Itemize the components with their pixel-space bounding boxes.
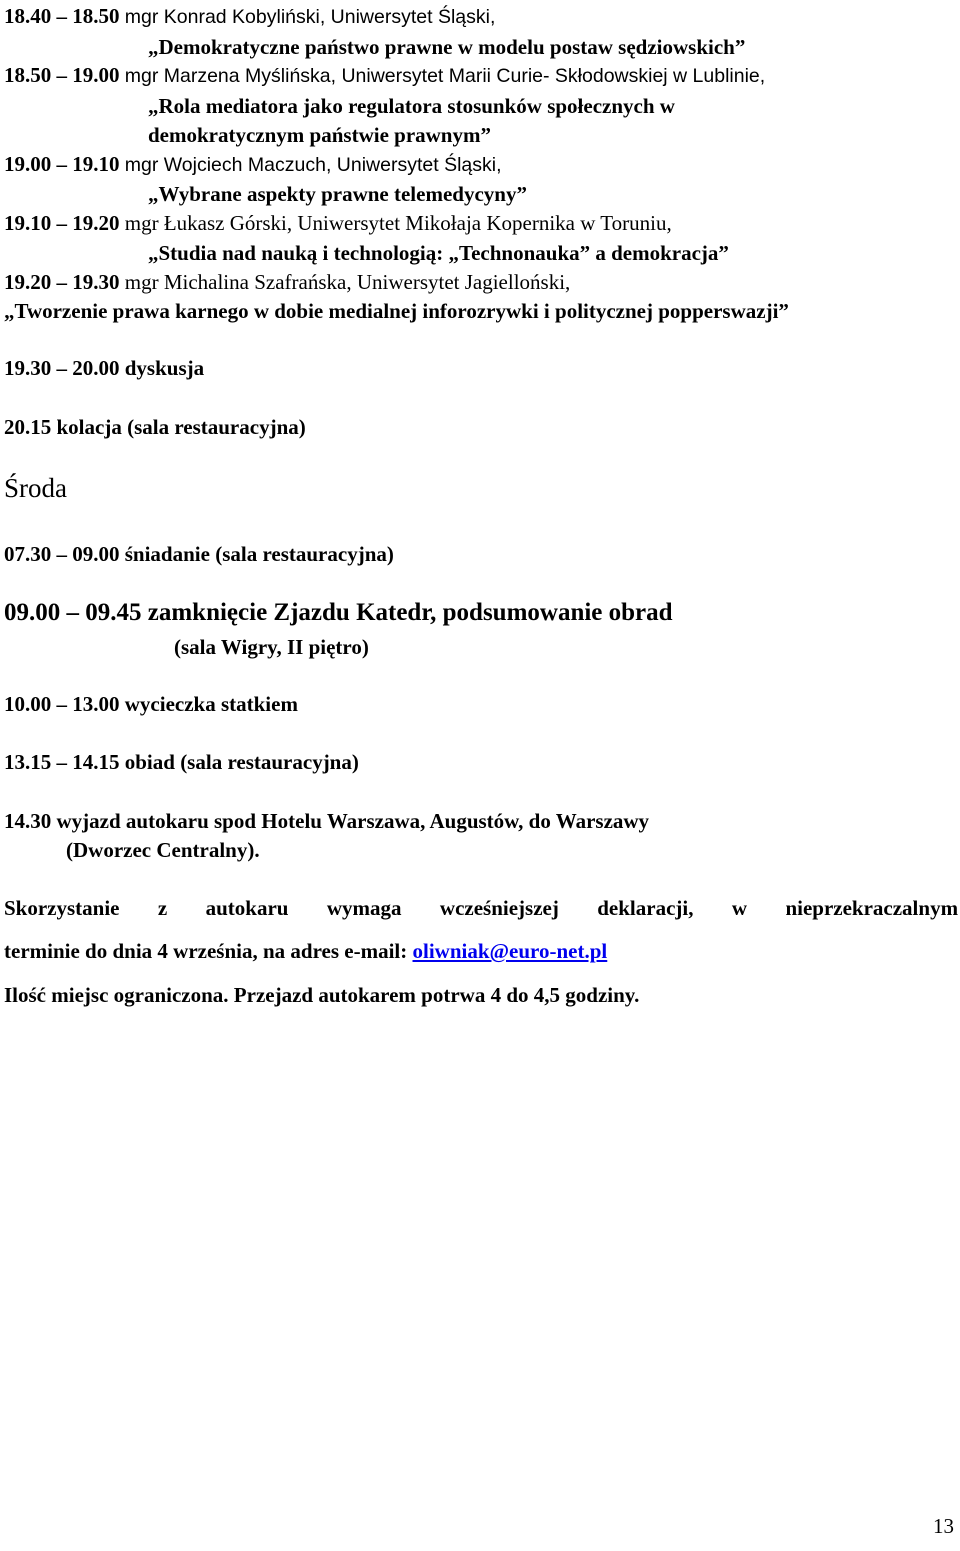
- notice-line-2-text: terminie do dnia 4 września, na adres e-mail:: [4, 939, 413, 963]
- session-5-speaker: mgr Michalina Szafrańska, Uniwersytet Jagielloński,: [124, 270, 571, 294]
- closing-room: (sala Wigry, II piętro): [174, 635, 369, 659]
- session-4-speaker: mgr Łukasz Górski, Uniwersytet Mikołaja Kopernika w Toruniu,: [124, 211, 672, 235]
- session-5-row: [4, 269, 570, 295]
- closing-row: [4, 598, 673, 628]
- session-3-speaker: mgr Wojciech Maczuch, Uniwersytet Śląski,: [124, 154, 502, 176]
- notice-line-3: Ilość miejsc ograniczona. Przejazd autokarem potrwa 4 do 4,5 godziny.: [4, 983, 640, 1007]
- closing-time: 09.00 – 09.45: [4, 599, 142, 626]
- notice-word: Skorzystanie: [4, 896, 120, 920]
- breakfast-item: 07.30 – 09.00 śniadanie (sala restauracyjna): [4, 542, 394, 566]
- notice-word: deklaracji,: [597, 896, 694, 920]
- session-1-speaker: mgr Konrad Kobyliński, Uniwersytet Śląski,: [124, 6, 496, 28]
- bus-line-1: 14.30 wyjazd autokaru spod Hotelu Warszawa, Augustów, do Warszawy: [4, 809, 650, 833]
- notice-line-1: [4, 895, 958, 921]
- session-3-title: „Wybrane aspekty prawne telemedycyny”: [148, 182, 527, 206]
- session-2-speaker: mgr Marzena Myślińska, Uniwersytet Marii Curie- Skłodowskiej w Lublinie,: [124, 65, 766, 87]
- notice-word: wymaga: [326, 896, 402, 920]
- session-2-title-line2: demokratycznym państwie prawnym”: [148, 123, 491, 147]
- lunch-item: 13.15 – 14.15 obiad (sala restauracyjna): [4, 750, 359, 774]
- session-3-row: [4, 151, 502, 178]
- notice-word: w: [731, 896, 748, 920]
- session-4-time: 19.10 – 19.20: [4, 211, 120, 235]
- session-4-title: „Studia nad nauką i technologią: „Technonauka” a demokracja”: [148, 241, 729, 265]
- session-2-time: 18.50 – 19.00: [4, 63, 120, 87]
- session-2-row: [4, 62, 765, 89]
- page-number: 13: [933, 1514, 954, 1538]
- dinner-item: 20.15 kolacja (sala restauracyjna): [4, 415, 306, 439]
- closing-text: zamknięcie Zjazdu Katedr, podsumowanie obrad: [147, 599, 673, 626]
- notice-word: autokaru: [205, 896, 289, 920]
- session-3-time: 19.00 – 19.10: [4, 152, 120, 176]
- bus-line-2: (Dworzec Centralny).: [66, 838, 260, 862]
- discussion-item: 19.30 – 20.00 dyskusja: [4, 356, 205, 380]
- notice-line-2: [4, 938, 607, 964]
- notice-word: nieprzekraczalnym: [785, 896, 959, 920]
- session-5-title: „Tworzenie prawa karnego w dobie medialnej inforozrywki i politycznej popperswazji”: [4, 299, 789, 323]
- session-2-title-line1: „Rola mediatora jako regulatora stosunków społecznych w: [148, 94, 675, 118]
- session-1-time: 18.40 – 18.50: [4, 4, 120, 28]
- email-link[interactable]: oliwniak@euro-net.pl: [412, 939, 608, 963]
- notice-word: wcześniejszej: [439, 896, 559, 920]
- notice-word: z: [157, 896, 168, 920]
- session-1-title: „Demokratyczne państwo prawne w modelu postaw sędziowskich”: [148, 35, 746, 59]
- cruise-item: 10.00 – 13.00 wycieczka statkiem: [4, 692, 298, 716]
- day-heading: Środa: [4, 473, 67, 503]
- session-5-time: 19.20 – 19.30: [4, 270, 120, 294]
- session-1-row: [4, 3, 495, 30]
- session-4-row: [4, 210, 672, 236]
